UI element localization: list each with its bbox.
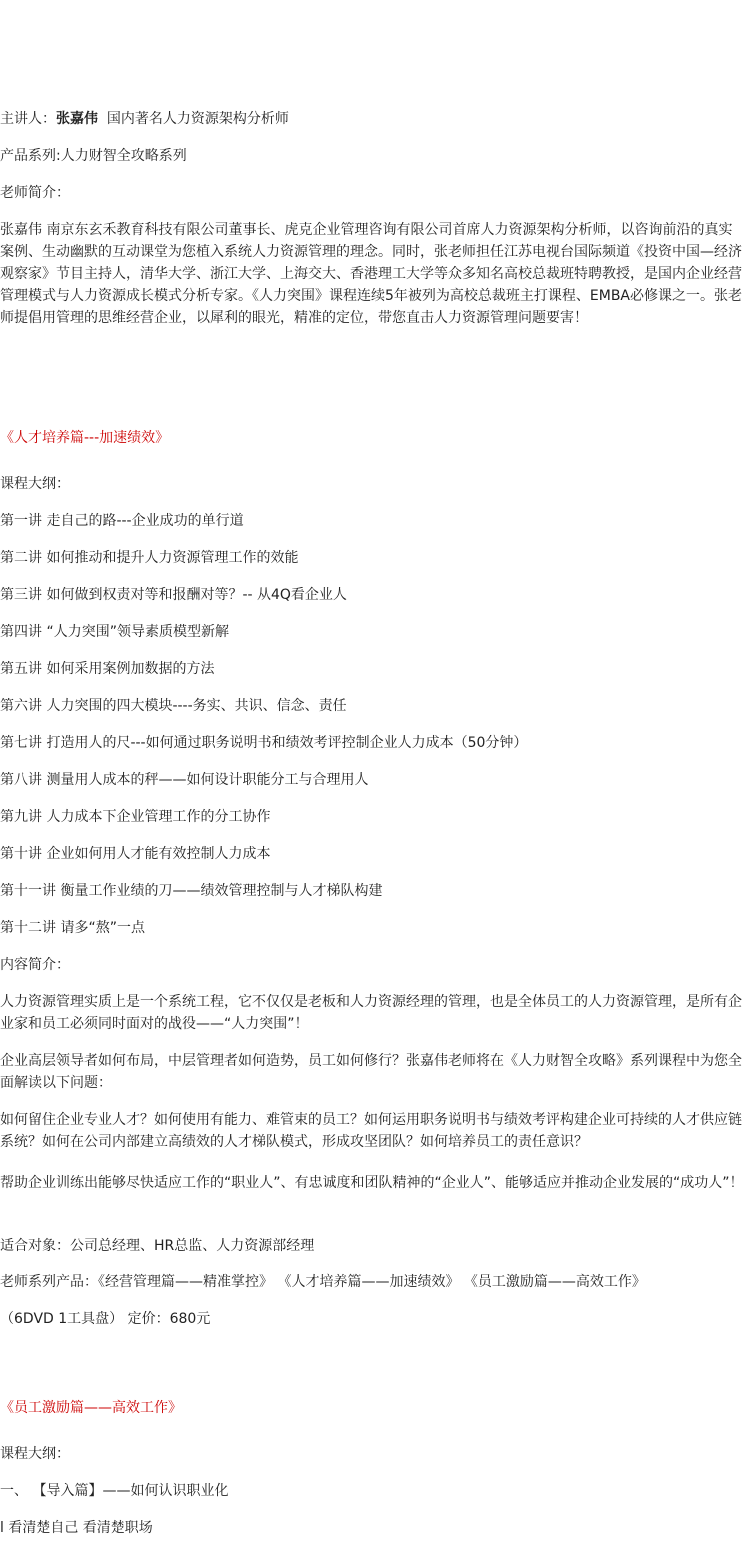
products-line xyxy=(0,1274,750,1290)
price-line: （6DVD 1工具盘） 定价：680元 xyxy=(0,1311,211,1327)
products-value: 《经营管理篇——精准掌控》 《人才培养篇——加速绩效》 《员工激励篇——高效工作》 xyxy=(98,1274,646,1290)
lecture-item: 第十一讲 衡量工作业绩的刀——绩效管理控制与人才梯队构建 xyxy=(0,883,383,899)
content-paragraph: 人力资源管理实质上是一个系统工程，它不仅仅是老板和人力资源经理的管理，也是全体员工的人力资源管理，是所有企业家和员工必须同时面对的战役——“人力突围”！ xyxy=(0,994,742,1032)
lecture-item: 第一讲 走自己的路---企业成功的单行道 xyxy=(0,513,244,529)
section1-title[interactable]: 《人才培养篇---加速绩效》 xyxy=(0,430,170,446)
lecture-item: 第十二讲 请多“熬”一点 xyxy=(0,920,145,936)
part1-item: l 看清楚自己 看清楚职场 xyxy=(0,1520,153,1536)
products-label: 老师系列产品： xyxy=(0,1274,98,1290)
content-paragraph: 企业高层领导者如何布局，中层管理者如何造势，员工如何修行？张嘉伟老师将在《人力财智全攻略》系列课程中为您全面解读以下问题： xyxy=(0,1053,742,1091)
audience-line xyxy=(0,1238,750,1254)
lecture-item: 第六讲 人力突围的四大模块----务实、共识、信念、责任 xyxy=(0,698,347,714)
lecture-item: 第五讲 如何采用案例加数据的方法 xyxy=(0,661,215,677)
outline2-heading: 课程大纲： xyxy=(0,1446,70,1462)
lecture-item: 第四讲 “人力突围”领导素质模型新解 xyxy=(0,624,229,640)
audience-value: 公司总经理、HR总监、人力资源部经理 xyxy=(70,1238,315,1254)
speaker-name: 张嘉伟 xyxy=(56,111,98,127)
bio-heading: 老师简介： xyxy=(0,185,70,201)
series-value: 人力财智全攻略系列 xyxy=(60,148,187,164)
series-label: 产品系列: xyxy=(0,148,61,164)
speaker-line xyxy=(0,111,750,127)
lecture-item: 第九讲 人力成本下企业管理工作的分工协作 xyxy=(0,809,271,825)
speaker-label: 主讲人： xyxy=(0,111,56,127)
lecture-item: 第十讲 企业如何用人才能有效控制人力成本 xyxy=(0,846,271,862)
outline-heading: 课程大纲： xyxy=(0,476,70,492)
section2-title[interactable]: 《员工激励篇——高效工作》 xyxy=(0,1400,182,1416)
part1-heading: 一、 【导入篇】——如何认识职业化 xyxy=(0,1483,229,1499)
bio-text: 张嘉伟 南京东玄禾教育科技有限公司董事长、虎克企业管理咨询有限公司首席人力资源架构分析师，以咨询前沿的真实案例、生动幽默的互动课堂为您植入系统人力资源管理的理念。同时，张老师担任江苏电视台国际频道《投资中国—经济观察家》节目主持人，清华大学、浙江大学、上海交大、香港理工大学等众多知名高校总裁班特聘教授，是国内企业经营管理模式与人力资源成长模式分析专家。《人力突围》课程连续5年被列为高校总裁班主打课程、EMBA必修课之一。张老师提倡用管理的思维经营企业，以犀利的眼光，精准的定位，带您直击人力资源管理问题要害！ xyxy=(0,222,743,326)
audience-label: 适合对象： xyxy=(0,1238,70,1254)
lecture-item: 第三讲 如何做到权责对等和报酬对等？-- 从4Q看企业人 xyxy=(0,587,347,603)
lecture-item: 第八讲 测量用人成本的秤——如何设计职能分工与合理用人 xyxy=(0,772,369,788)
content-paragraph: 帮助企业训练出能够尽快适应工作的“职业人”、有忠诚度和团队精神的“企业人”、能够适应并推动企业发展的“成功人”！ xyxy=(0,1175,744,1191)
series-line xyxy=(0,148,750,164)
content-paragraph: 如何留住企业专业人才？如何使用有能力、难管束的员工？如何运用职务说明书与绩效考评构建企业可持续的人才供应链系统？如何在公司内部建立高绩效的人才梯队模式，形成攻坚团队？如何培养员工的责任意识？ xyxy=(0,1112,742,1150)
lecture-item: 第二讲 如何推动和提升人力资源管理工作的效能 xyxy=(0,550,299,566)
lecture-item: 第七讲 打造用人的尺---如何通过职务说明书和绩效考评控制企业人力成本（50分钟） xyxy=(0,735,528,751)
content-heading: 内容简介： xyxy=(0,957,70,973)
speaker-title: 国内著名人力资源架构分析师 xyxy=(98,111,289,127)
